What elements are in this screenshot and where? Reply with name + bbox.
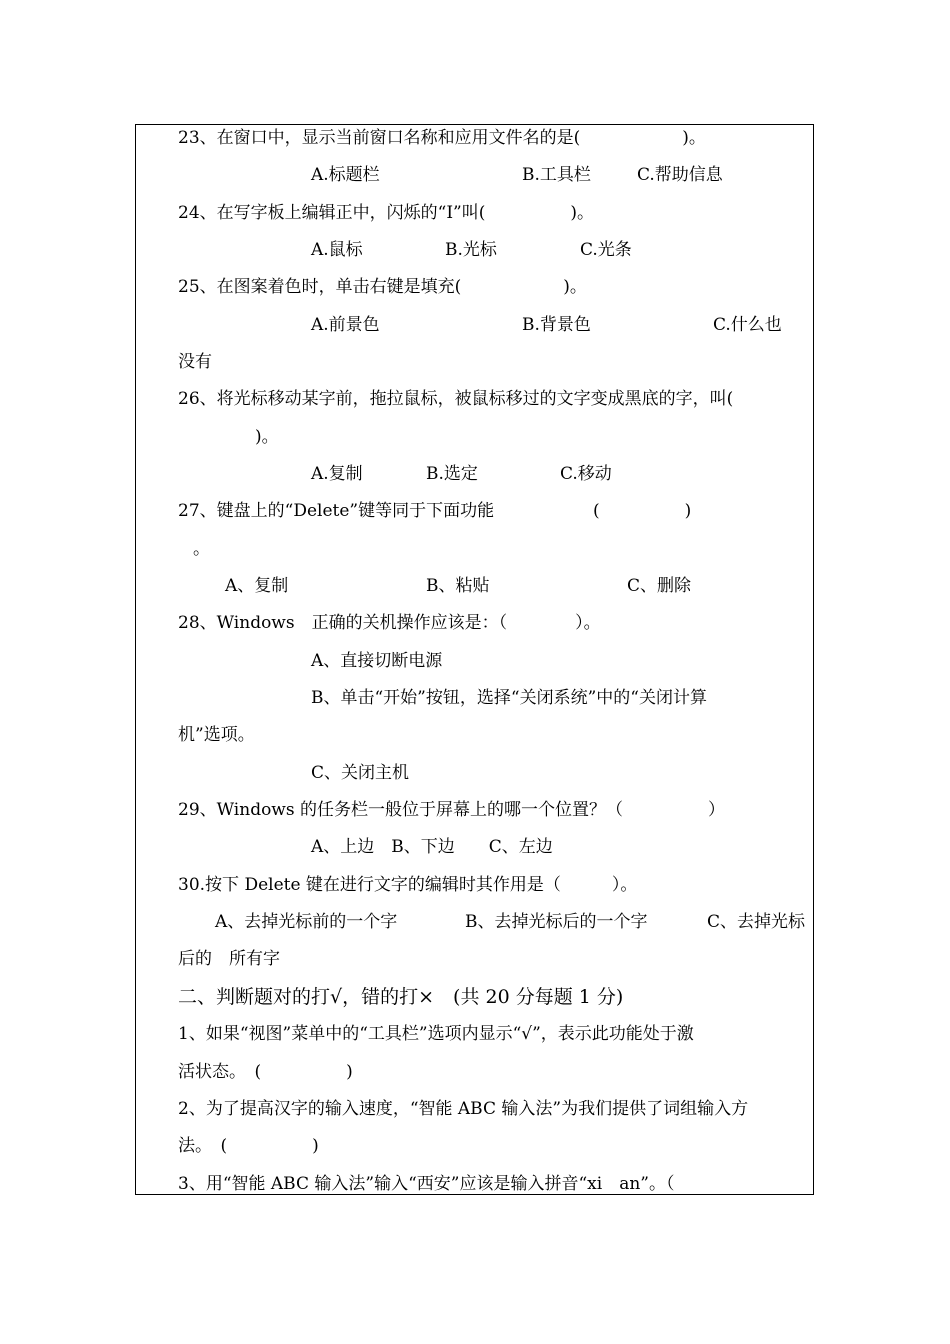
tf-question-1-cont: 活状态。 ( )	[178, 1062, 353, 1082]
q26-option-b: B.选定	[426, 464, 478, 484]
q25-option-c-cont: 没有	[178, 352, 212, 372]
question-29: 29、Windows 的任务栏一般位于屏幕上的哪一个位置？（ ）	[178, 800, 725, 820]
q30-option-b: B、去掉光标后的一个字	[465, 912, 648, 932]
q26-option-c: C.移动	[560, 464, 612, 484]
q27-option-a: A、复制	[225, 576, 289, 596]
question-25: 25、在图案着色时，单击右键是填充( )。	[178, 277, 587, 297]
q28-option-b-cont: 机”选项。	[178, 725, 255, 745]
section-heading-true-false: 二、判断题对的打√，错的打× (共 20 分每题 1 分)	[178, 986, 624, 1008]
tf-question-3: 3、用“智能 ABC 输入法”输入“西安”应该是输入拼音“xi an”。（	[178, 1174, 675, 1194]
question-23: 23、在窗口中，显示当前窗口名称和应用文件名的是( )。	[178, 128, 706, 148]
q29-options: A、上边 B、下边 C、左边	[311, 837, 553, 857]
q30-option-a: A、去掉光标前的一个字	[215, 912, 398, 932]
q27-option-c: C、删除	[627, 576, 692, 596]
question-24: 24、在写字板上编辑正中，闪烁的“I”叫( )。	[178, 203, 594, 223]
tf-question-2-cont: 法。 ( )	[178, 1136, 319, 1156]
q23-option-c: C.帮助信息	[637, 165, 723, 185]
question-26-cont: )。	[255, 427, 279, 447]
tf-question-2: 2、为了提高汉字的输入速度，“智能 ABC 输入法”为我们提供了词组输入方	[178, 1099, 749, 1119]
q25-option-a: A.前景色	[311, 315, 380, 335]
q23-option-b: B.工具栏	[522, 165, 591, 185]
q28-option-c: C、关闭主机	[311, 763, 410, 783]
question-28: 28、Windows 正确的关机操作应该是：（ ）。	[178, 613, 601, 633]
q26-option-a: A.复制	[311, 464, 363, 484]
q25-option-c: C.什么也	[713, 315, 782, 335]
question-26: 26、将光标移动某字前，拖拉鼠标，被鼠标移过的文字变成黑底的字，叫(	[178, 389, 734, 409]
q24-option-a: A.鼠标	[311, 240, 363, 260]
q24-option-b: B.光标	[445, 240, 497, 260]
q27-option-b: B、粘贴	[426, 576, 490, 596]
q30-option-c: C、去掉光标	[707, 912, 806, 932]
question-27-cont: 。	[193, 539, 210, 559]
q30-option-c-cont: 后的 所有字	[178, 949, 280, 969]
tf-question-1: 1、如果“视图”菜单中的“工具栏”选项内显示“√”，表示此功能处于激	[178, 1024, 694, 1044]
q28-option-a: A、直接切断电源	[311, 651, 443, 671]
q28-option-b: B、单击“开始”按钮，选择“关闭系统”中的“关闭计算	[311, 688, 707, 708]
question-30: 30.按下 Delete 键在进行文字的编辑时其作用是（ ）。	[178, 875, 638, 895]
question-27: 27、键盘上的“Delete”键等同于下面功能	[178, 501, 495, 521]
q23-option-a: A.标题栏	[311, 165, 380, 185]
q24-option-c: C.光条	[580, 240, 632, 260]
question-27-blank: ( )	[593, 501, 692, 521]
q25-option-b: B.背景色	[522, 315, 591, 335]
